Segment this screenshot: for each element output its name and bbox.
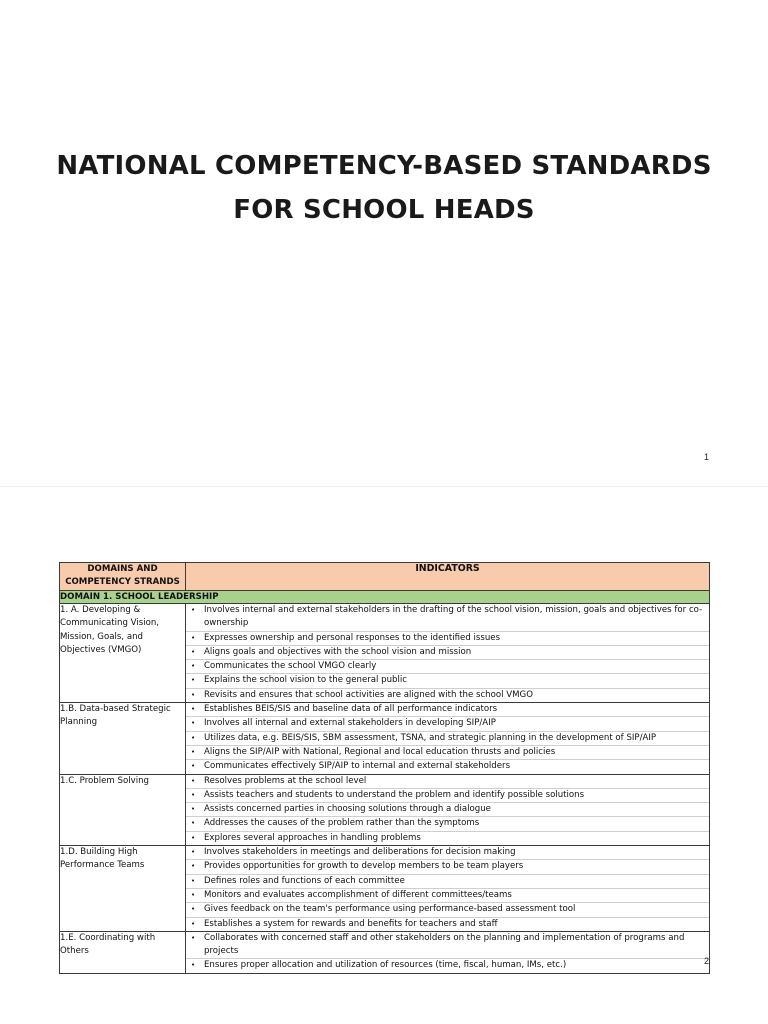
table-row: [60, 703, 710, 774]
indicator-list: [186, 932, 709, 973]
indicator-item: • Expresses ownership and personal responses to the identified issues: [186, 632, 709, 646]
indicator-item: • Ensures proper allocation and utilization of resources (time, fiscal, human, IMs, etc.): [186, 959, 709, 972]
indicator-item: • Involves stakeholders in meetings and deliberations for decision making: [186, 846, 709, 860]
page-separator: [0, 486, 768, 487]
indicator-item: • Explores several approaches in handling problems: [186, 832, 709, 845]
indicators-cell: [186, 703, 710, 774]
indicator-item: • Communicates the school VMGO clearly: [186, 660, 709, 674]
indicator-item: • Monitors and evaluates accomplishment of different committees/teams: [186, 889, 709, 903]
indicators-cell: [186, 931, 710, 973]
indicator-item: • Gives feedback on the team's performance using performance-based assessment tool: [186, 903, 709, 917]
indicator-item: • Involves all internal and external stakeholders in developing SIP/AIP: [186, 717, 709, 731]
indicator-item: • Establishes BEIS/SIS and baseline data of all performance indicators: [186, 703, 709, 717]
table-body: [60, 591, 710, 974]
competency-strand: 1.E. Coordinating with Others: [60, 931, 186, 973]
domain-row: [60, 591, 710, 604]
header-indicators: INDICATORS: [186, 563, 710, 591]
document-title: [0, 144, 768, 232]
table-row: [60, 774, 710, 845]
indicator-item: • Collaborates with concerned staff and other stakeholders on the planning and implementation of programs and projects: [186, 932, 709, 960]
title-line-1: NATIONAL COMPETENCY-BASED STANDARDS: [56, 151, 712, 181]
indicator-item: • Communicates effectively SIP/AIP to internal and external stakeholders: [186, 760, 709, 773]
page-number-1: 1: [704, 452, 710, 462]
indicator-item: • Explains the school vision to the general public: [186, 674, 709, 688]
table-row: [60, 604, 710, 703]
indicator-item: • Involves internal and external stakeholders in the drafting of the school vision, mission, goals and objectives for co-ownership: [186, 604, 709, 632]
competency-strand: 1. A. Developing & Communicating Vision, Mission, Goals, and Objectives (VMGO): [60, 604, 186, 703]
domain-label: DOMAIN 1. SCHOOL LEADERSHIP: [60, 591, 710, 604]
indicators-cell: [186, 846, 710, 932]
indicator-item: • Defines roles and functions of each committee: [186, 875, 709, 889]
table-row: [60, 931, 710, 973]
indicator-list: [186, 604, 709, 702]
competency-strand: 1.B. Data-based Strategic Planning: [60, 703, 186, 774]
indicator-item: • Revisits and ensures that school activities are aligned with the school VMGO: [186, 689, 709, 702]
title-line-2: FOR SCHOOL HEADS: [233, 195, 535, 225]
table-header-row: [60, 563, 710, 591]
indicator-item: • Provides opportunities for growth to develop members to be team players: [186, 860, 709, 874]
indicator-list: [186, 775, 709, 845]
page-one: [0, 0, 768, 480]
competency-strand: 1.D. Building High Performance Teams: [60, 846, 186, 932]
indicator-item: • Establishes a system for rewards and benefits for teachers and staff: [186, 918, 709, 931]
competency-standards-table: [59, 562, 710, 974]
indicators-cell: [186, 774, 710, 845]
indicator-item: • Assists teachers and students to understand the problem and identify possible solutions: [186, 789, 709, 803]
indicator-item: • Assists concerned parties in choosing solutions through a dialogue: [186, 803, 709, 817]
competency-strand: 1.C. Problem Solving: [60, 774, 186, 845]
indicator-item: • Aligns the SIP/AIP with National, Regional and local education thrusts and policies: [186, 746, 709, 760]
indicator-item: • Addresses the causes of the problem rather than the symptoms: [186, 817, 709, 831]
indicator-item: • Aligns goals and objectives with the school vision and mission: [186, 646, 709, 660]
indicator-list: [186, 846, 709, 931]
table-row: [60, 846, 710, 932]
page-number-2: 2: [704, 956, 710, 966]
indicator-item: • Utilizes data, e.g. BEIS/SIS, SBM assessment, TSNA, and strategic planning in the development of SIP/AIP: [186, 732, 709, 746]
indicators-cell: [186, 604, 710, 703]
header-domains-strands: DOMAINS AND COMPETENCY STRANDS: [60, 563, 186, 591]
indicator-item: • Resolves problems at the school level: [186, 775, 709, 789]
indicator-list: [186, 703, 709, 773]
